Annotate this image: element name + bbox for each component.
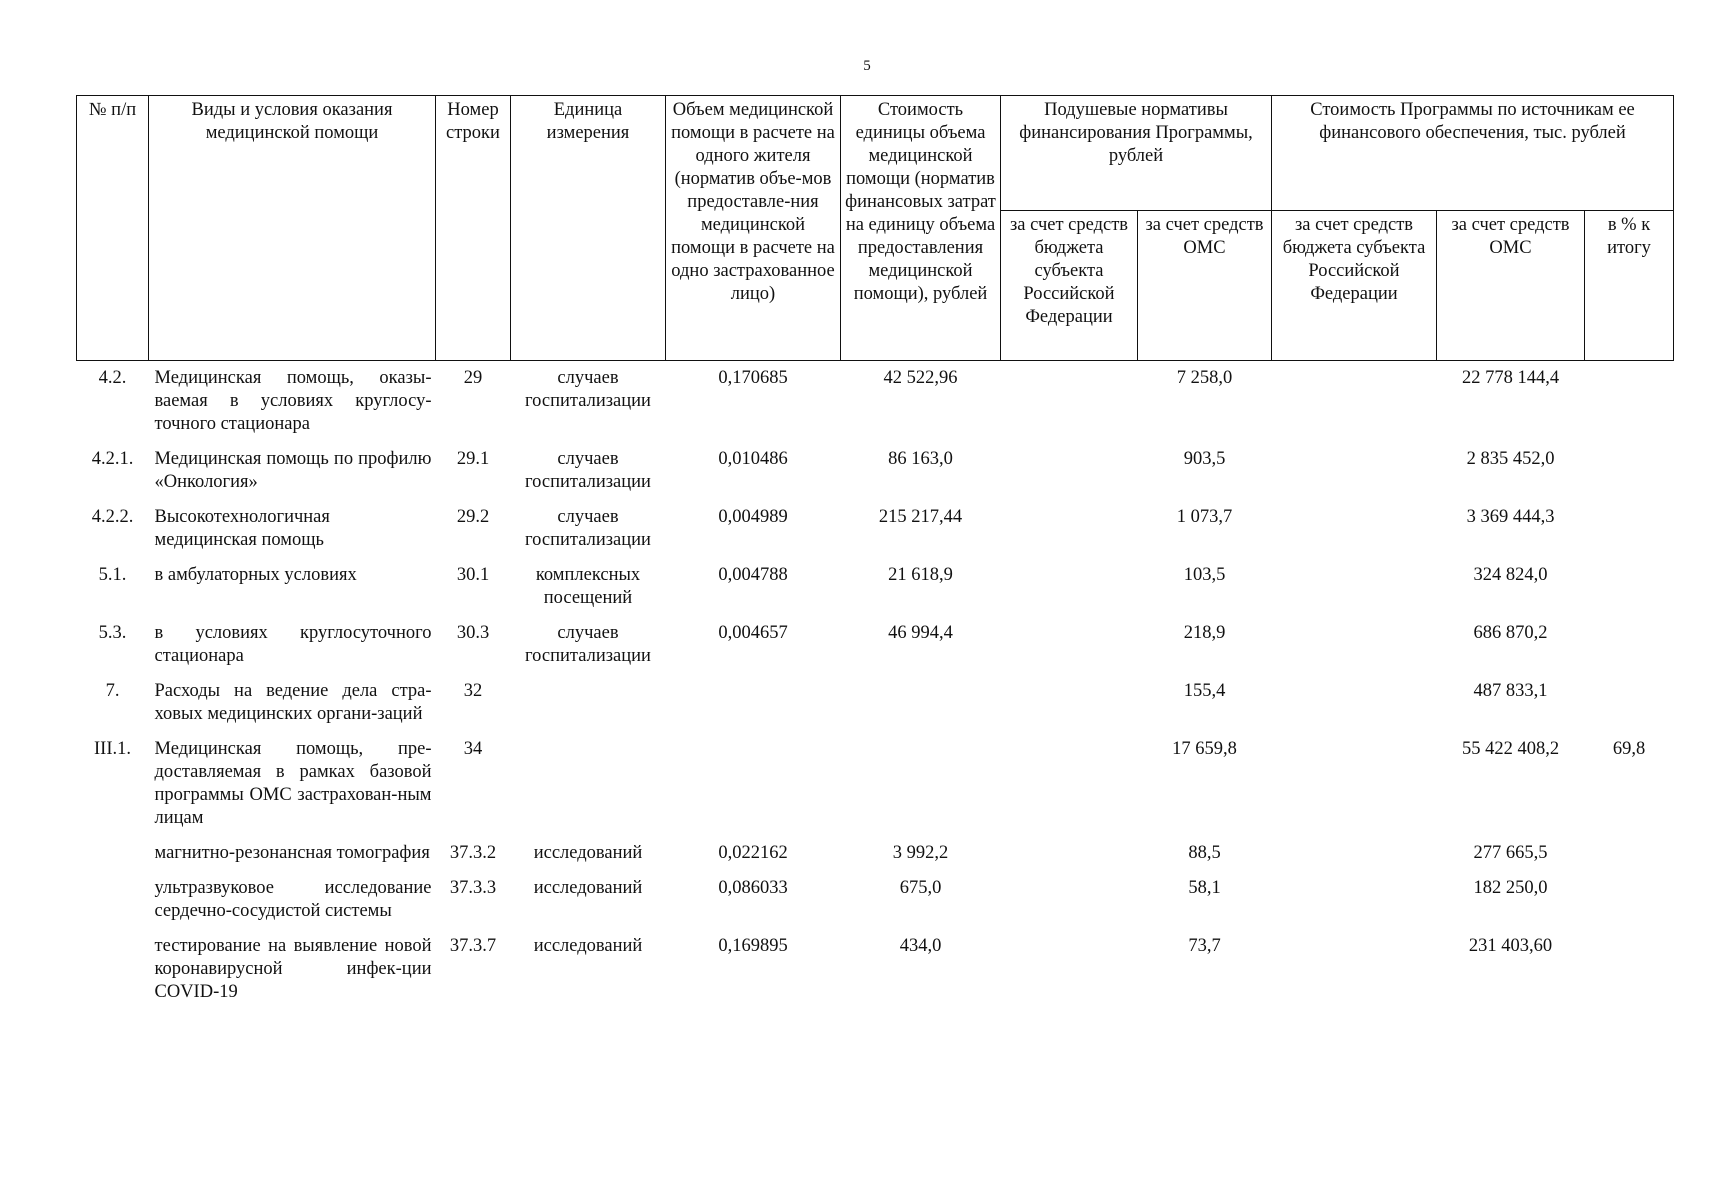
- cell-cost: 675,0: [899, 878, 942, 898]
- cell-unit: [511, 732, 666, 836]
- cell-pg-pct: 69,8: [1612, 739, 1646, 759]
- cell-row-no: 29.1: [456, 449, 490, 469]
- header-per-capita-budget: за счет средств бюджета субъекта Российской Федерации: [1001, 211, 1138, 361]
- cell-volume: 0,004788: [718, 565, 788, 585]
- cell-name: тестирование на выявление новой коронавирусной инфек-ции COVID-19: [154, 936, 432, 1002]
- cell-num: 4.2.1.: [91, 449, 134, 469]
- table-row: [77, 442, 1674, 500]
- header-cost: Стоимость единицы объема медицинской помощи (норматив финансовых затрат на единицу объема предоставления медицинской помощи), рублей: [841, 96, 1001, 361]
- cell-pc-oms: 73,7: [1188, 936, 1221, 956]
- cell-num: 5.1.: [98, 565, 127, 585]
- cell-name: Высокотехнологичная медицинская помощь: [154, 507, 330, 550]
- cell-volume: 0,004657: [718, 623, 788, 643]
- cell-cost: [841, 674, 1001, 732]
- cell-pc-oms: 903,5: [1183, 449, 1226, 469]
- cell-volume: 0,170685: [718, 368, 788, 388]
- cell-pc-oms: 88,5: [1188, 843, 1221, 863]
- cell-pg-oms: 3 369 444,3: [1466, 507, 1555, 527]
- cell-unit: [511, 674, 666, 732]
- cell-pc-oms: 17 659,8: [1172, 739, 1237, 759]
- cell-name: Медицинская помощь по профилю «Онкология»: [154, 449, 432, 492]
- page-number: 5: [863, 58, 871, 74]
- cell-row-no: 29.2: [456, 507, 490, 527]
- cell-pc-budget: [1001, 732, 1138, 836]
- cell-pc-budget: [1001, 929, 1138, 1010]
- cell-cost: 46 994,4: [888, 623, 953, 643]
- cell-pg-pct: [1585, 674, 1674, 732]
- cell-pg-pct: [1585, 836, 1674, 871]
- cell-pg-pct: [1585, 361, 1674, 443]
- cell-num: 4.2.2.: [91, 507, 134, 527]
- cell-volume: 0,086033: [718, 878, 788, 898]
- cell-pc-budget: [1001, 836, 1138, 871]
- cell-pg-oms: 487 833,1: [1473, 681, 1548, 701]
- cell-pg-budget: [1272, 500, 1437, 558]
- cell-pc-budget: [1001, 500, 1138, 558]
- cell-pg-budget: [1272, 929, 1437, 1010]
- cell-name: Медицинская помощь, пре-доставляемая в рамках базовой программы ОМС застрахован-ным лицам: [154, 739, 432, 828]
- cell-unit: случаев госпитализации: [525, 507, 651, 550]
- header-per-capita-group: Подушевые нормативы финансирования Программы, рублей: [1001, 96, 1272, 211]
- cell-pg-oms: 686 870,2: [1473, 623, 1548, 643]
- cell-pc-oms: 103,5: [1183, 565, 1226, 585]
- table-body: [77, 361, 1674, 1011]
- cell-volume: 0,169895: [718, 936, 788, 956]
- header-name: Виды и условия оказания медицинской помощи: [149, 96, 436, 361]
- cell-name: ультразвуковое исследование сердечно-сосудистой системы: [154, 878, 432, 921]
- cell-pg-pct: [1585, 558, 1674, 616]
- cell-row-no: 32: [463, 681, 483, 701]
- cell-pc-oms: 1 073,7: [1176, 507, 1233, 527]
- cell-pg-budget: [1272, 558, 1437, 616]
- cell-num: III.1.: [94, 739, 131, 759]
- cell-row-no: 34: [463, 739, 483, 759]
- cell-unit: случаев госпитализации: [525, 623, 651, 666]
- cell-cost: 215 217,44: [878, 507, 963, 527]
- cell-row-no: 37.3.7: [449, 936, 497, 956]
- cell-volume: [666, 732, 841, 836]
- cell-cost: [841, 732, 1001, 836]
- cell-name: в условиях круглосуточного стационара: [154, 623, 432, 666]
- cell-unit: исследований: [533, 843, 643, 863]
- header-volume: Объем медицинской помощи в расчете на одного жителя (норматив объе-мов предоставле-ния медицинской помощи в расчете на одно застрахованное лицо): [666, 96, 841, 361]
- cell-pc-oms: 218,9: [1183, 623, 1226, 643]
- table-row: [77, 732, 1674, 836]
- cell-num: [77, 836, 149, 871]
- cell-unit: комплексных посещений: [535, 565, 641, 608]
- table-row: [77, 361, 1674, 443]
- cell-row-no: 37.3.3: [449, 878, 497, 898]
- table-row: [77, 674, 1674, 732]
- cell-pc-budget: [1001, 616, 1138, 674]
- cell-pg-oms: 182 250,0: [1473, 878, 1548, 898]
- cell-cost: 42 522,96: [883, 368, 958, 388]
- cell-pc-oms: 58,1: [1188, 878, 1221, 898]
- header-num: № п/п: [77, 96, 149, 361]
- header-row-no: Номер строки: [436, 96, 511, 361]
- cell-volume: 0,010486: [718, 449, 788, 469]
- cell-pg-oms: 277 665,5: [1473, 843, 1548, 863]
- header-program-percent: в % к итогу: [1585, 211, 1674, 361]
- cell-pg-budget: [1272, 732, 1437, 836]
- cell-name: Медицинская помощь, оказы-ваемая в условиях круглосу-точного стационара: [154, 368, 432, 434]
- cell-pg-budget: [1272, 674, 1437, 732]
- cell-unit: исследований: [533, 878, 643, 898]
- cell-cost: 21 618,9: [888, 565, 953, 585]
- cell-pg-oms: 2 835 452,0: [1466, 449, 1555, 469]
- cell-num: 4.2.: [98, 368, 127, 388]
- cell-num: [77, 929, 149, 1010]
- cell-pg-budget: [1272, 442, 1437, 500]
- table-row: [77, 871, 1674, 929]
- cell-volume: [666, 674, 841, 732]
- cell-name: Расходы на ведение дела стра-ховых медицинских органи-заций: [154, 681, 432, 724]
- table-row: [77, 558, 1674, 616]
- cell-pg-budget: [1272, 616, 1437, 674]
- cell-pc-budget: [1001, 674, 1138, 732]
- cell-pc-budget: [1001, 442, 1138, 500]
- cell-cost: 3 992,2: [892, 843, 949, 863]
- cell-pg-budget: [1272, 361, 1437, 443]
- cell-row-no: 30.3: [456, 623, 490, 643]
- cell-pg-oms: 231 403,60: [1468, 936, 1553, 956]
- cell-unit: случаев госпитализации: [525, 449, 651, 492]
- cell-pc-oms: 155,4: [1183, 681, 1226, 701]
- cell-pc-oms: 7 258,0: [1176, 368, 1233, 388]
- cell-pg-pct: [1585, 616, 1674, 674]
- cell-pg-oms: 22 778 144,4: [1461, 368, 1560, 388]
- table-row: [77, 500, 1674, 558]
- cell-num: 5.3.: [98, 623, 127, 643]
- cell-pc-budget: [1001, 361, 1138, 443]
- cell-unit: случаев госпитализации: [525, 368, 651, 411]
- cell-unit: исследований: [533, 936, 643, 956]
- cell-row-no: 30.1: [456, 565, 490, 585]
- cell-cost: 434,0: [899, 936, 942, 956]
- cell-num: 7.: [105, 681, 120, 701]
- cell-pg-pct: [1585, 442, 1674, 500]
- header-unit: Единица измерения: [511, 96, 666, 361]
- financing-table: [76, 95, 1674, 1010]
- cell-volume: 0,004989: [718, 507, 788, 527]
- cell-pc-budget: [1001, 558, 1138, 616]
- cell-cost: 86 163,0: [888, 449, 953, 469]
- cell-num: [77, 871, 149, 929]
- cell-pg-oms: 55 422 408,2: [1461, 739, 1560, 759]
- table-row: [77, 616, 1674, 674]
- cell-row-no: 37.3.2: [449, 843, 497, 863]
- header-program-oms: за счет средств ОМС: [1437, 211, 1585, 361]
- cell-pc-budget: [1001, 871, 1138, 929]
- cell-volume: 0,022162: [718, 843, 788, 863]
- cell-pg-budget: [1272, 871, 1437, 929]
- cell-pg-budget: [1272, 836, 1437, 871]
- header-program-cost-group: Стоимость Программы по источникам ее финансового обеспечения, тыс. рублей: [1272, 96, 1674, 211]
- header-per-capita-oms: за счет средств ОМС: [1138, 211, 1272, 361]
- table-row: [77, 929, 1674, 1010]
- cell-pg-pct: [1585, 929, 1674, 1010]
- cell-row-no: 29: [463, 368, 483, 388]
- cell-pg-oms: 324 824,0: [1473, 565, 1548, 585]
- header-program-budget: за счет средств бюджета субъекта Российской Федерации: [1272, 211, 1437, 361]
- cell-pg-pct: [1585, 871, 1674, 929]
- cell-pg-pct: [1585, 500, 1674, 558]
- cell-name: в амбулаторных условиях: [154, 565, 357, 585]
- table-row: [77, 836, 1674, 871]
- cell-name: магнитно-резонансная томография: [154, 843, 430, 863]
- table-header: [77, 96, 1674, 361]
